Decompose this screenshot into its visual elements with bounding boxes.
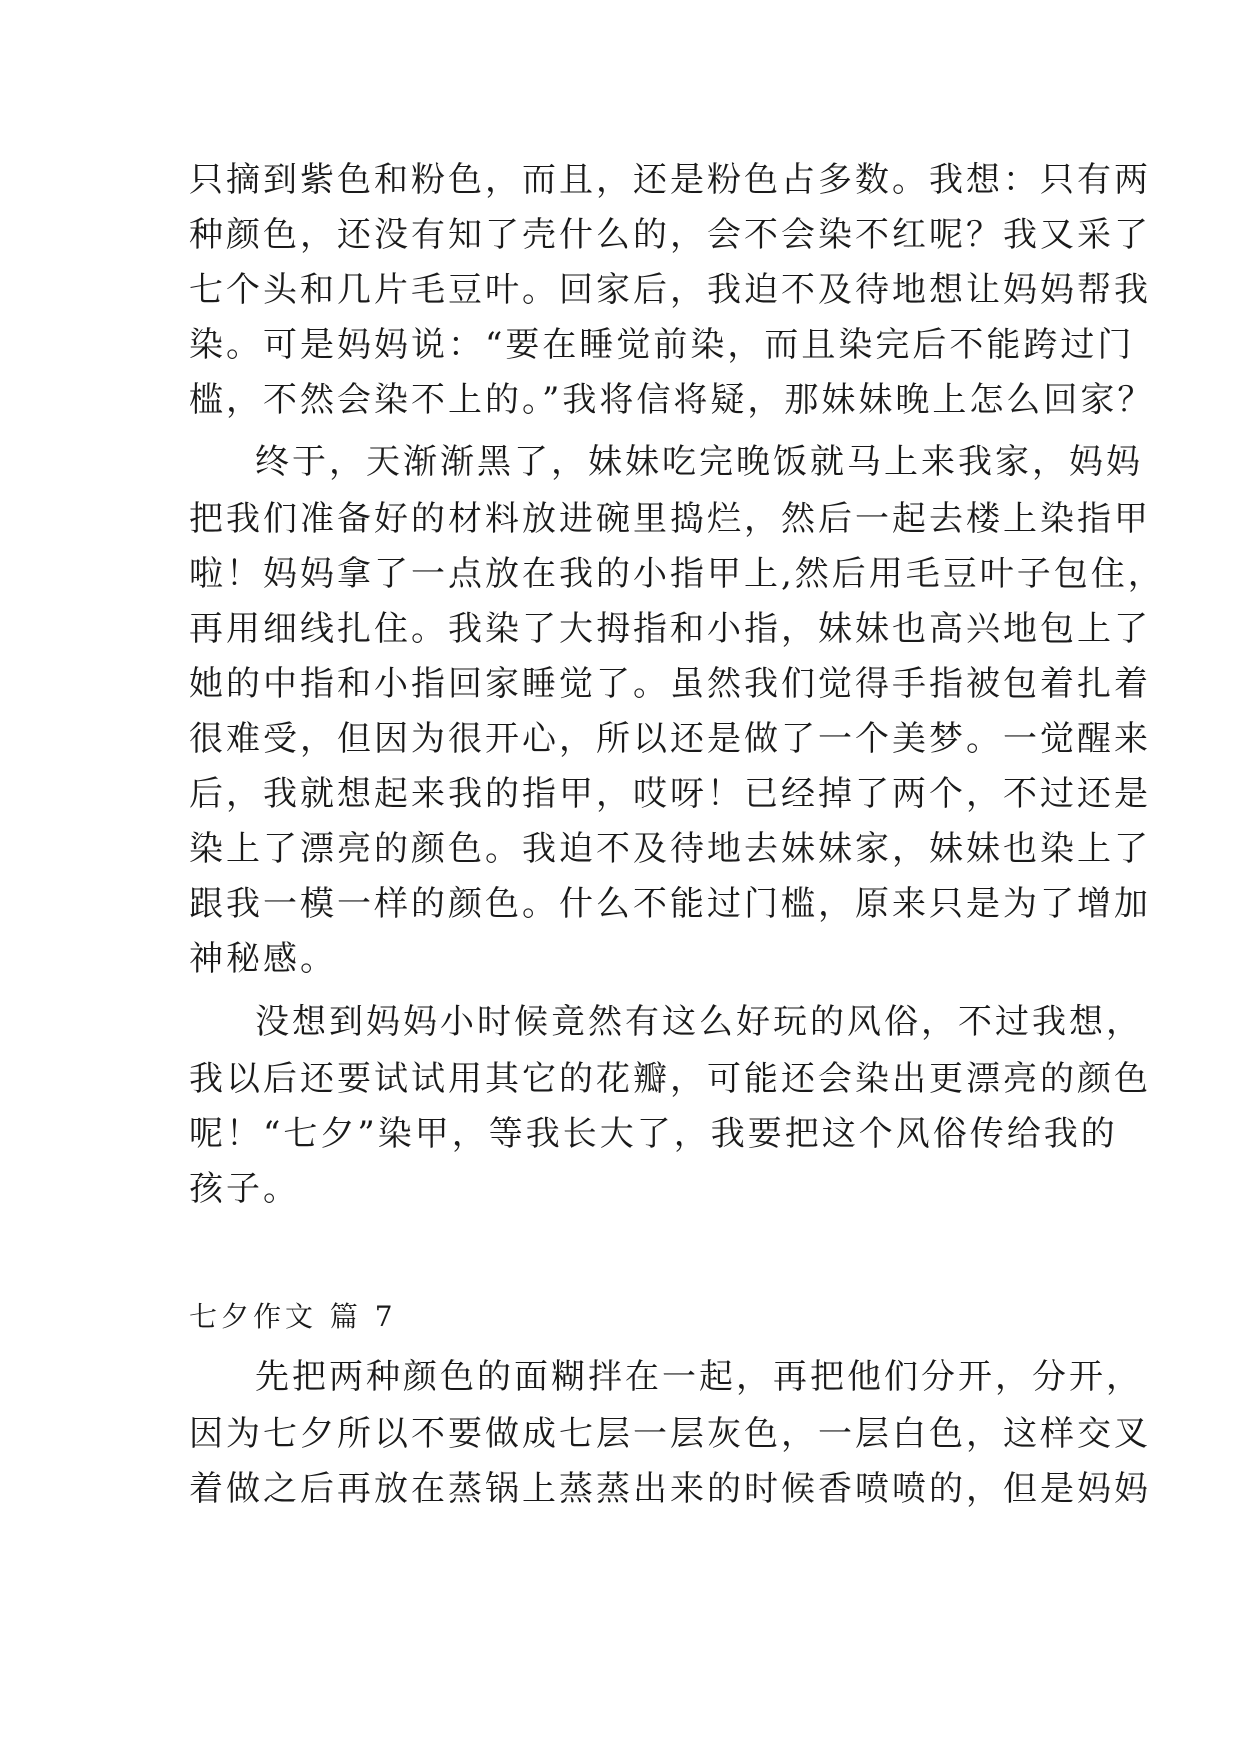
text-line: 种颜色，还没有知了壳什么的，会不会染不红呢？我又采了: [189, 215, 1151, 255]
text-line: 再用细线扎住。我染了大拇指和小指，妹妹也高兴地包上了: [189, 609, 1151, 649]
text-line: 孩子。: [189, 1169, 300, 1209]
section-heading: 七夕作文 篇 7: [189, 1300, 397, 1333]
text-line: 因为七夕所以不要做成七层一层灰色，一层白色，这样交叉: [189, 1414, 1151, 1454]
text-line: 把我们准备好的材料放进碗里捣烂，然后一起去楼上染指甲: [189, 499, 1151, 539]
text-line: 跟我一模一样的颜色。什么不能过门槛，原来只是为了增加: [189, 884, 1151, 924]
text-line: 神秘感。: [189, 939, 337, 979]
text-line: 她的中指和小指回家睡觉了。虽然我们觉得手指被包着扎着: [189, 664, 1151, 704]
text-line: 七个头和几片毛豆叶。回家后，我迫不及待地想让妈妈帮我: [189, 270, 1151, 310]
text-line: 先把两种颜色的面糊拌在一起，再把他们分开，分开，: [255, 1357, 1143, 1397]
text-line: 啦！妈妈拿了一点放在我的小指甲上,然后用毛豆叶子包住，: [189, 554, 1165, 594]
text-line: 染上了漂亮的颜色。我迫不及待地去妹妹家，妹妹也染上了: [189, 829, 1151, 869]
text-line: 槛，不然会染不上的。”我将信将疑，那妹妹晚上怎么回家？: [189, 380, 1155, 420]
text-line: 染。可是妈妈说：“要在睡觉前染，而且染完后不能跨过门: [189, 325, 1135, 365]
text-line: 我以后还要试试用其它的花瓣，可能还会染出更漂亮的颜色: [189, 1059, 1151, 1099]
text-line: 很难受，但因为很开心，所以还是做了一个美梦。一觉醒来: [189, 719, 1151, 759]
text-line: 终于，天渐渐黑了，妹妹吃完晚饭就马上来我家，妈妈: [255, 442, 1143, 482]
text-line: 没想到妈妈小时候竟然有这么好玩的风俗，不过我想，: [255, 1002, 1143, 1042]
text-line: 呢！“七夕”染甲，等我长大了，我要把这个风俗传给我的: [189, 1114, 1118, 1154]
text-line: 着做之后再放在蒸锅上蒸蒸出来的时候香喷喷的，但是妈妈: [189, 1469, 1151, 1509]
text-line: 只摘到紫色和粉色，而且，还是粉色占多数。我想：只有两: [189, 160, 1151, 200]
text-line: 后，我就想起来我的指甲，哎呀！已经掉了两个，不过还是: [189, 774, 1151, 814]
